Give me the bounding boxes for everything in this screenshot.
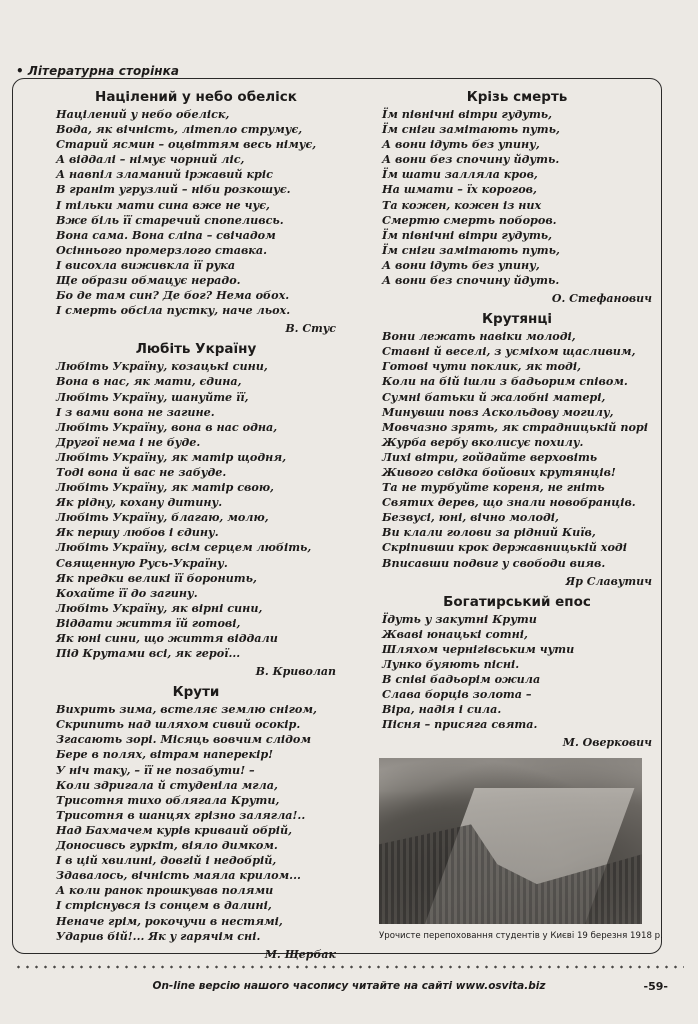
poem-line: Безвусі, юні, вічно молоді, [382, 510, 559, 525]
poem-line: Любіть Україну, всім серцем любіть, [56, 540, 312, 555]
poem-line: Слава борців золота – [382, 687, 532, 702]
poem-line: Готові чути поклик, як тоді, [382, 359, 581, 374]
poem-author: В. Стус [285, 322, 336, 336]
poem-line: А віддалі – німує чорний ліс, [56, 152, 245, 167]
left-column [56, 88, 336, 966]
poem-line: Вписавши подвиг у свободи вияв. [382, 555, 606, 570]
poem-line: А навпіл зламаний іржавий кріс [56, 167, 273, 182]
poem-line: Любіть Україну, благаю, молю, [56, 510, 269, 525]
poem-block [56, 340, 336, 679]
photo-caption: Урочисте перепоховання студентів у Києві 19 березня 1918 р. [379, 931, 663, 941]
poem-line: Націлений у небо обеліск, [56, 107, 230, 121]
poem-line: А вони ідуть без упину, [382, 257, 540, 272]
poem-line: В граніт угрузлий – ніби розкошує. [56, 182, 291, 197]
poem-line: Ви клали голови за рідний Київ, [382, 525, 596, 540]
poem-title: Націлений у небо обеліск [95, 89, 297, 105]
poem-line: Тоді вона й вас не забуде. [56, 464, 227, 479]
poem-line: Другої нема і не буде. [56, 434, 201, 449]
right-column [382, 88, 652, 754]
poem-line: Любіть Україну, як матір свою, [56, 480, 274, 495]
poem-lines [56, 702, 336, 944]
poem-line: Як рідну, кохану дитину. [56, 495, 223, 510]
poem-line: Скріпивши крок державницькій ході [382, 540, 627, 555]
poem-block [382, 593, 652, 751]
poem-lines [382, 107, 652, 288]
poem-line: Та кожен, кожен із них [382, 197, 542, 212]
poem-line: Ставні й веселі, з усміхом щасливим, [382, 344, 636, 359]
poem-line: Їм північні вітри гудуть, [382, 227, 553, 242]
poem-line: А вони без спочину йдуть. [382, 273, 560, 288]
poem-line: Журба вербу вколисує похилу. [382, 434, 584, 449]
poem-line: Любіть Україну, як матір щодня, [56, 449, 287, 464]
poem-line: Під Крутами всі, як герої... [56, 646, 241, 661]
poem-line: Пісня – присяга свята. [382, 717, 538, 732]
poem-line: Як юні сини, що життя віддали [56, 631, 278, 645]
poem-line: Вони лежать навіки молоді, [382, 329, 576, 344]
poem-author: Яр Славутич [565, 574, 652, 588]
poem-line: Їм північні вітри гудуть, [382, 107, 553, 121]
historical-photo [379, 758, 642, 924]
poem-line: Жваві юнацькі сотні, [382, 626, 528, 641]
poem-author: О. Стефанович [551, 292, 652, 306]
poem-line: Вихрить зима, встеляє землю снігом, [56, 702, 317, 717]
poem-line: Віра, надія і сила. [382, 702, 502, 717]
poem-line: Вона сама. Вона сліпа – свічадом [56, 227, 276, 242]
poem-line: В співі бадьорім ожила [382, 672, 541, 686]
poem-line: Бере в полях, вітрам наперекір! [56, 747, 274, 762]
footer-text: On-line версію нашого часопису читайте на сайті www.osvita.biz [152, 980, 546, 992]
poem-line: Віддати життя їй готові, [56, 615, 241, 630]
poem-line: Лихі вітри, гойдайте верховіть [382, 449, 598, 464]
page-number: -59- [643, 980, 668, 993]
poem-line: Коли здригала й студеніла мгла, [56, 777, 278, 792]
poem-line: І в цій хвилині, довгій і недобрій, [56, 853, 277, 868]
poem-line: Як першу любов і єдину. [56, 525, 219, 540]
poem-line: І висохла виживкла її рука [56, 257, 236, 272]
poem-line: Їм сніги замітають путь, [382, 242, 560, 257]
poem-line: Ударив бій!... Як у гарячім сні. [56, 928, 261, 943]
poem-line: Бо де там син? Де бог? Нема обох. [56, 288, 290, 303]
section-title: Літературна сторінка [27, 64, 180, 78]
poem-lines [56, 107, 336, 318]
poem-line: Коли на бій ішли з бадьорим співом. [382, 374, 628, 389]
poem-lines [382, 612, 652, 733]
poem-block [382, 88, 652, 306]
poem-line: Їм сніги замітають путь, [382, 122, 560, 137]
poem-line: Їдуть у закутні Крути [382, 611, 537, 626]
poem-line: А вони ідуть без упину, [382, 137, 540, 152]
poem-block [382, 310, 652, 589]
poem-line: Здавалось, вічність маяла крилом... [56, 868, 301, 883]
poem-line: Смертю смерть поборов. [382, 212, 557, 227]
poem-line: Вода, як вічність, літепло струмує, [56, 122, 303, 137]
poem-line: Святих дерев, що знали новобранців. [382, 495, 636, 510]
poem-line: Любіть Україну, шануйте її, [56, 389, 249, 404]
poem-author: М. Щербак [264, 947, 336, 961]
poem-line: А коли ранок прошкував полями [56, 883, 274, 898]
poem-line: Осіннього промерзлого ставка. [56, 242, 268, 257]
poem-line: Минувши повз Аскольдову могилу, [382, 404, 614, 419]
poem-line: На шмати – їх корогов, [382, 182, 537, 197]
poem-author: М. Оверкович [562, 736, 652, 750]
poem-title: Богатирський епос [443, 593, 591, 610]
poem-line: І тільки мати сина вже не чує, [56, 197, 270, 212]
poem-line: Вона в нас, як мати, єдина, [56, 374, 242, 389]
poem-title: Крути [172, 684, 220, 701]
poem-line: Любіть Україну, як вірні сини, [56, 600, 263, 615]
poem-line: А вони без спочину йдуть. [382, 152, 560, 167]
poem-line: Вже біль її старечий спопеливсь. [56, 212, 284, 227]
poem-line: Старий ясмин – оцвіттям весь німує, [56, 137, 317, 152]
poem-line: Та не турбуйте кореня, не гніть [382, 480, 605, 495]
poem-block [56, 88, 336, 336]
poem-line: У ніч таку, – її не позабути! – [56, 762, 255, 777]
poem-lines [382, 329, 652, 571]
poem-line: Трисотня тихо облягала Крути, [56, 792, 280, 807]
poem-line: І з вами вона не загине. [56, 404, 215, 419]
poem-line: Трисотня в шанцях грізно залягла!.. [56, 807, 306, 822]
poem-line: Ще образи обмацує нерадо. [56, 273, 241, 288]
poem-line: Над Бахмачем курів криваий обрій, [56, 822, 293, 837]
poem-line: Неначе грім, рокочучи в нестямі, [56, 913, 283, 928]
poem-line: Їм шати залляла кров, [382, 167, 538, 182]
footer-divider [14, 965, 684, 969]
poem-line: Як предки великі її боронить, [56, 570, 257, 585]
poem-line: Священную Русь-Україну. [56, 555, 228, 570]
poem-line: І смерть обсіла пустку, наче льох. [56, 303, 291, 318]
section-header [16, 64, 179, 78]
bullet-icon: • [16, 64, 24, 78]
poem-line: Мовчазно зрять, як страдницькій порі [382, 419, 649, 434]
poem-line: Любіть Україну, козацькі сини, [56, 359, 268, 374]
poem-line: Доносивсь гуркіт, віяло димком. [56, 838, 278, 853]
poem-line: Шляхом чернігівським чути [382, 641, 575, 656]
poem-line: Сумні батьки й жалобні матері, [382, 389, 606, 404]
poem-title: Крізь смерть [466, 89, 568, 105]
poem-title: Крутянці [482, 311, 552, 328]
poem-line: Згасають зорі. Місяць вовчим слідом [56, 732, 312, 747]
poem-line: Любіть Україну, вона в нас одна, [56, 419, 278, 434]
poem-author: В. Криволап [255, 665, 336, 679]
poem-line: Скрипить над шляхом сивий осокір. [56, 717, 301, 732]
poem-block [56, 683, 336, 962]
poem-lines [56, 359, 336, 661]
poem-line: Лунко буяють пісні. [382, 656, 520, 671]
poem-line: Кохайте її до загину. [56, 585, 198, 600]
poem-line: І стріснувся із сонцем в далині, [56, 898, 272, 913]
poem-line: Живого свідка бойових крутянців! [382, 464, 616, 479]
poem-title: Любіть Україну [135, 341, 257, 358]
